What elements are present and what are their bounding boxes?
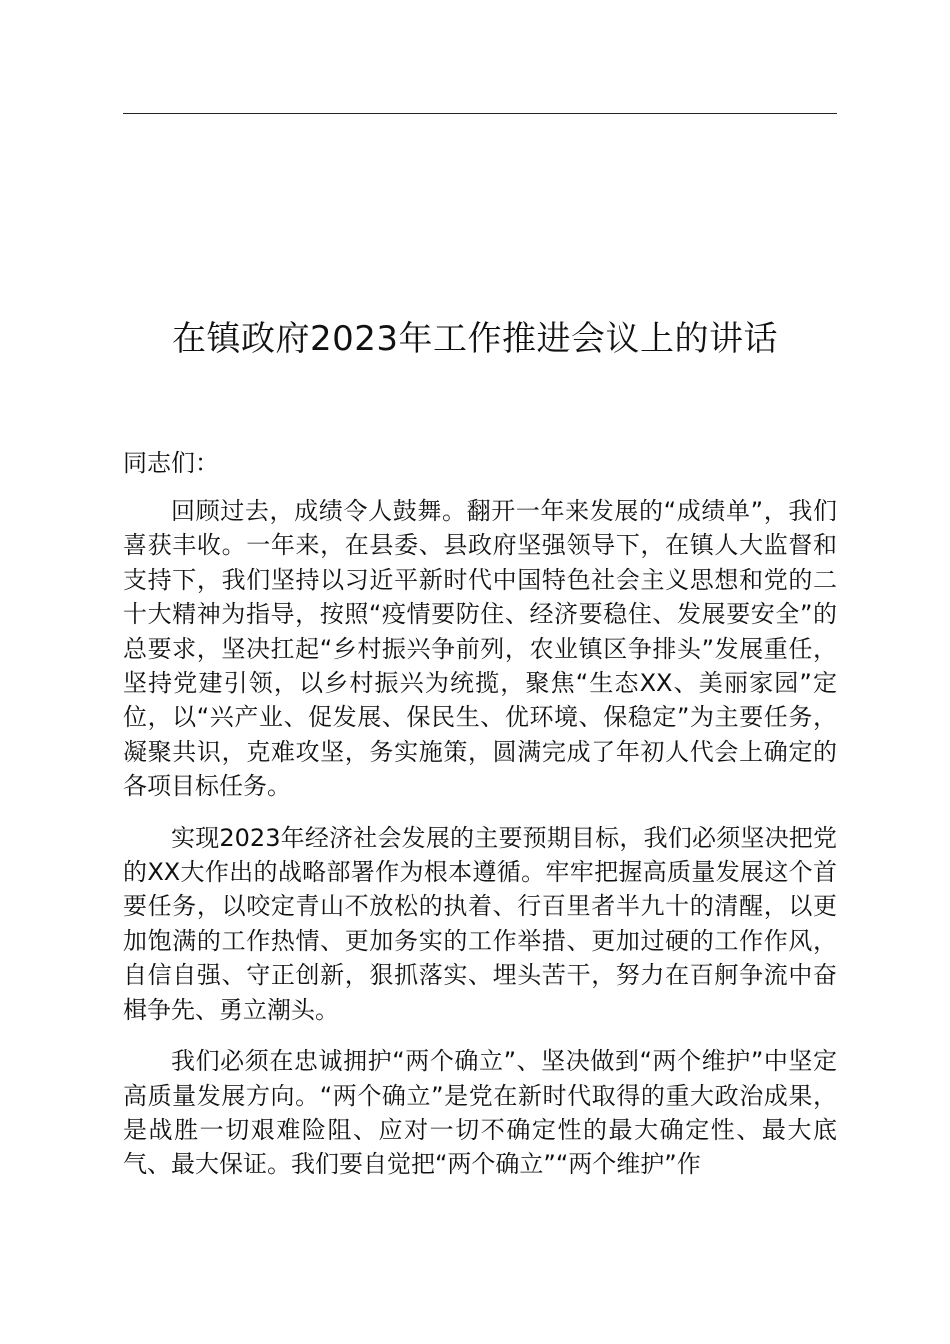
document-title: 在镇政府2023年工作推进会议上的讲话 (171, 319, 779, 359)
document-body (123, 494, 837, 1199)
header-rule (123, 113, 837, 114)
paragraph-1: 回顾过去，成绩令人鼓舞。翻开一年来发展的“成绩单”，我们喜获丰收。一年来，在县委、县政府坚强领导下，在镇人大监督和支持下，我们坚持以习近平新时代中国特色社会主义思想和党的二十大精神为指导，按照“疫情要防住、经济要稳住、发展要安全”的总要求，坚决扛起“乡村振兴争前列，农业镇区争排头”发展重任，坚持党建引领，以乡村振兴为统揽，聚焦“生态XX、美丽家园”定位，以“兴产业、促发展、保民生、优环境、保稳定”为主要任务，凝聚共识，克难攻坚，务实施策，圆满完成了年初人代会上确定的各项目标任务。 (123, 497, 837, 801)
paragraph-2: 实现2023年经济社会发展的主要预期目标，我们必须坚决把党的XX大作出的战略部署作为根本遵循。牢牢把握高质量发展这个首要任务，以咬定青山不放松的执着、行百里者半九十的清醒，以更加饱满的工作热情、更加务实的工作举措、更加过硬的工作作风，自信自强、守正创新，狠抓落实、埋头苦干，努力在百舸争流中奋楫争先、勇立潮头。 (123, 823, 837, 1024)
paragraph-3: 我们必须在忠诚拥护“两个确立”、坚决做到“两个维护”中坚定高质量发展方向。“两个确立”是党在新时代取得的重大政治成果，是战胜一切艰难险阻、应对一切不确定性的最大确定性、最大底气、最大保证。我们要自觉把“两个确立”“两个维护”作 (123, 1047, 837, 1179)
salutation: 同志们： (123, 449, 219, 477)
